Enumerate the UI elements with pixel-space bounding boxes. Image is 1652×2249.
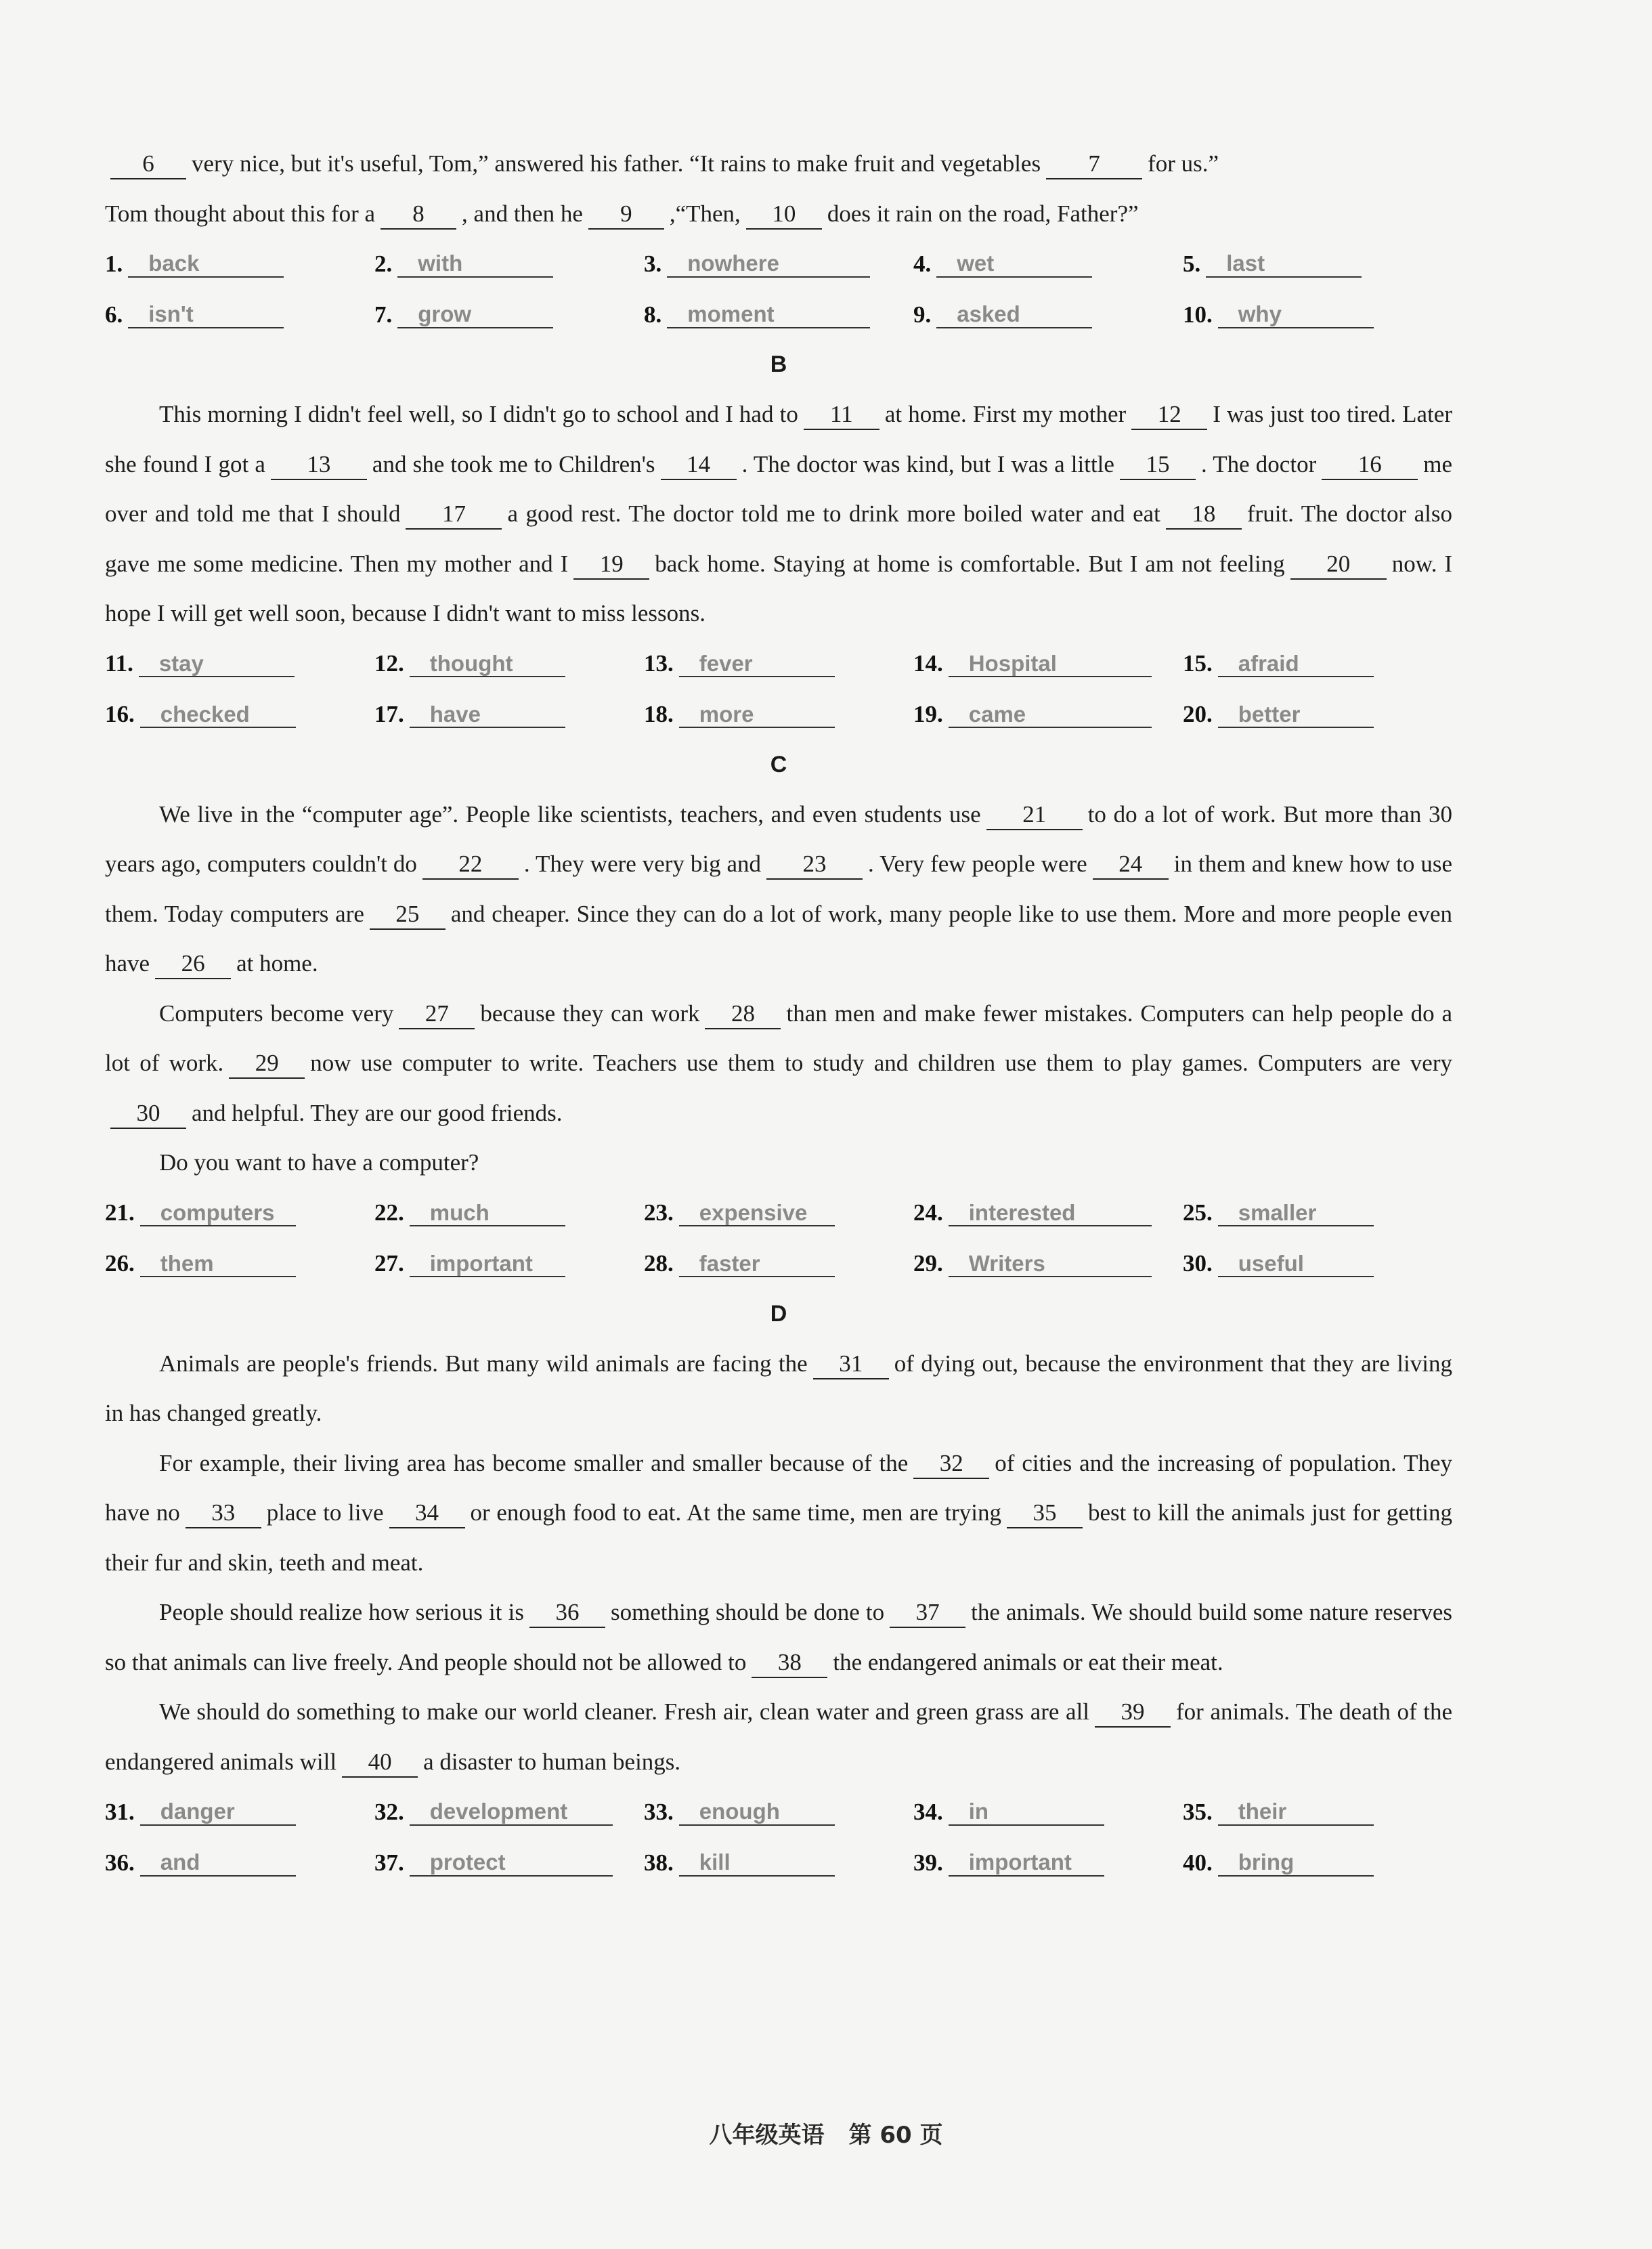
text: fruit. The doctor also gave me some medicine. Then my mother and I	[105, 500, 1453, 577]
answer-word: afraid	[1218, 651, 1374, 677]
blank-13: 13	[271, 450, 367, 480]
blank-24: 24	[1093, 850, 1169, 880]
answer-37	[374, 1849, 644, 1877]
answer-11	[105, 650, 374, 677]
blank-14: 14	[661, 450, 737, 480]
text: or enough food to eat. At the same time, men are trying	[470, 1499, 1002, 1526]
answer-row	[105, 639, 1452, 689]
answer-word: Hospital	[949, 651, 1152, 677]
text: the animals. We should build some nature reserves so that animals can live freely. And people should not be allowed to	[105, 1599, 1452, 1675]
answers-b	[105, 639, 1452, 740]
answer-word: better	[1218, 702, 1374, 728]
answer-13	[644, 650, 913, 677]
answer-row	[105, 289, 1452, 340]
passage-a-line-2	[105, 189, 1452, 239]
blank-28: 28	[705, 1000, 781, 1029]
answer-27	[374, 1250, 644, 1277]
answer-row	[105, 689, 1452, 740]
answer-row	[105, 238, 1452, 289]
text: of dying out, because the environment that they are living in has changed greatly.	[105, 1350, 1452, 1426]
answer-5	[1183, 251, 1452, 278]
answer-word: development	[410, 1799, 613, 1825]
answer-word: wet	[936, 251, 1092, 277]
answer-14	[913, 650, 1183, 677]
blank-40: 40	[342, 1748, 418, 1778]
text: of cities and the increasing of population. They have no	[105, 1449, 1452, 1526]
text: at home. First my mother	[884, 401, 1127, 427]
answer-4	[913, 251, 1183, 278]
answer-number: 14.	[913, 650, 943, 677]
answer-7	[374, 301, 644, 328]
answer-word: important	[949, 1850, 1104, 1876]
answer-19	[913, 701, 1183, 728]
blank-33: 33	[186, 1499, 261, 1528]
answer-12	[374, 650, 644, 677]
answer-number: 28.	[644, 1250, 674, 1277]
passage-b	[105, 389, 1452, 639]
blank-35: 35	[1007, 1499, 1083, 1528]
footer-page-number: 第 60 页	[848, 2122, 943, 2149]
answer-word: stay	[139, 651, 295, 677]
answer-1	[105, 251, 374, 278]
text: at home.	[236, 950, 318, 977]
text: and helpful. They are our good friends.	[192, 1099, 563, 1126]
answer-30	[1183, 1250, 1452, 1277]
text: for animals. The death of the endangered animals will	[105, 1698, 1452, 1775]
answer-word: much	[410, 1201, 565, 1226]
answer-row	[105, 1188, 1452, 1239]
answer-word: in	[949, 1799, 1104, 1825]
blank-31: 31	[813, 1350, 889, 1379]
text: I was just too tired. Later she found I got a	[105, 401, 1452, 477]
text: something should be done to	[611, 1599, 885, 1625]
answer-word: danger	[140, 1799, 296, 1825]
text: People should realize how serious it is	[159, 1599, 525, 1625]
text: Computers become very	[159, 1000, 394, 1027]
text: in them and knew how to use them. Today computers are	[105, 851, 1452, 927]
content	[105, 139, 1452, 1888]
answer-word: protect	[410, 1850, 613, 1876]
answer-number: 39.	[913, 1849, 943, 1876]
passage-c-paragraph-1	[105, 790, 1452, 989]
text: This morning I didn't feel well, so I didn't go to school and I had to	[159, 401, 798, 427]
answer-15	[1183, 650, 1452, 677]
answer-32	[374, 1799, 644, 1826]
answer-number: 4.	[913, 250, 932, 277]
text: for us.”	[1148, 150, 1219, 177]
answer-33	[644, 1799, 913, 1826]
answer-row	[105, 1239, 1452, 1289]
blank-34: 34	[389, 1499, 465, 1528]
answer-36	[105, 1849, 374, 1877]
answer-number: 30.	[1183, 1250, 1213, 1277]
answer-word: with	[397, 251, 553, 277]
blank-39: 39	[1095, 1698, 1171, 1728]
answer-word: computers	[140, 1201, 296, 1226]
blank-26: 26	[155, 949, 231, 979]
passage-c-paragraph-3: Do you want to have a computer?	[159, 1149, 479, 1176]
answer-word: thought	[410, 651, 565, 677]
blank-21: 21	[986, 800, 1083, 830]
text: to do a lot of work. But more than 30 years ago, computers couldn't do	[105, 800, 1452, 877]
blank-16: 16	[1322, 450, 1418, 480]
answer-number: 38.	[644, 1849, 674, 1876]
answer-row	[105, 1786, 1452, 1837]
answer-10	[1183, 301, 1452, 328]
text: We should do something to make our world cleaner. Fresh air, clean water and green grass are all	[159, 1698, 1090, 1725]
blank-30: 30	[110, 1099, 186, 1129]
blank-27: 27	[399, 1000, 475, 1029]
footer-grade: 八年级英语	[709, 2122, 825, 2149]
answer-number: 32.	[374, 1798, 404, 1825]
answer-number: 20.	[1183, 701, 1213, 727]
answer-word: asked	[936, 302, 1092, 328]
answer-word: bring	[1218, 1850, 1374, 1876]
answer-number: 9.	[913, 301, 932, 328]
answer-number: 27.	[374, 1250, 404, 1277]
blank-23: 23	[766, 850, 863, 880]
answer-18	[644, 701, 913, 728]
answer-word: moment	[667, 302, 870, 328]
answer-word: fever	[679, 651, 835, 677]
passage-c-paragraph-2	[105, 989, 1452, 1138]
text: and she took me to Children's	[372, 450, 655, 477]
answer-number: 40.	[1183, 1849, 1213, 1876]
answer-number: 16.	[105, 701, 135, 727]
answer-word: faster	[679, 1251, 835, 1277]
text: . They were very big and	[523, 851, 762, 877]
answer-number: 17.	[374, 701, 404, 727]
answer-number: 35.	[1183, 1798, 1213, 1825]
blank-8: 8	[381, 200, 456, 230]
answer-number: 11.	[105, 650, 133, 677]
answer-word: why	[1218, 302, 1374, 328]
answer-38	[644, 1849, 913, 1877]
answer-word: nowhere	[667, 251, 870, 277]
passage-d-paragraph-4	[105, 1687, 1452, 1786]
text: best to kill the animals just for getting their fur and skin, teeth and meat.	[105, 1499, 1452, 1576]
passage-d-paragraph-1	[105, 1339, 1452, 1438]
answer-21	[105, 1199, 374, 1226]
text: Tom thought about this for a	[105, 200, 376, 227]
answer-number: 29.	[913, 1250, 943, 1277]
blank-18: 18	[1166, 500, 1242, 530]
answer-20	[1183, 701, 1452, 728]
text: For example, their living area has become smaller and smaller because of the	[159, 1449, 909, 1476]
page-footer	[0, 2116, 1652, 2149]
answer-number: 3.	[644, 250, 662, 277]
answers-a	[105, 238, 1452, 340]
text: . Very few people were	[868, 851, 1087, 877]
section-title-d: D	[770, 1300, 787, 1327]
answer-number: 37.	[374, 1849, 404, 1876]
answer-word: have	[410, 702, 565, 728]
blank-11: 11	[804, 400, 879, 430]
answer-31	[105, 1799, 374, 1826]
answer-16	[105, 701, 374, 728]
answers-d	[105, 1786, 1452, 1888]
text: me over and told me that I should	[105, 450, 1452, 527]
answer-35	[1183, 1799, 1452, 1826]
answer-word: more	[679, 702, 835, 728]
answer-number: 25.	[1183, 1199, 1213, 1226]
answer-word: kill	[679, 1850, 835, 1876]
answer-word: checked	[140, 702, 296, 728]
answer-word: grow	[397, 302, 553, 328]
answer-number: 1.	[105, 250, 123, 277]
section-title-c: C	[770, 751, 787, 777]
blank-10: 10	[746, 200, 822, 230]
answer-word: last	[1206, 251, 1362, 277]
text: a disaster to human beings.	[423, 1748, 681, 1775]
answer-number: 7.	[374, 301, 393, 328]
answer-word: important	[410, 1251, 565, 1277]
text: Animals are people's friends. But many wild animals are facing the	[159, 1350, 808, 1377]
text: and cheaper. Since they can do a lot of work, many people like to use them. More and more people even have	[105, 900, 1452, 977]
answer-number: 10.	[1183, 301, 1213, 328]
answer-number: 12.	[374, 650, 404, 677]
answer-39	[913, 1849, 1183, 1877]
answer-number: 8.	[644, 301, 662, 328]
blank-32: 32	[913, 1449, 989, 1479]
answer-23	[644, 1199, 913, 1226]
answer-number: 33.	[644, 1798, 674, 1825]
text: ,“Then,	[669, 200, 741, 227]
answer-number: 2.	[374, 250, 393, 277]
blank-37: 37	[890, 1598, 965, 1628]
blank-25: 25	[370, 900, 445, 930]
text: than men and make fewer mistakes. Computers can help people do a lot of work.	[105, 1000, 1452, 1076]
answer-word: back	[128, 251, 284, 277]
answer-word: useful	[1218, 1251, 1374, 1277]
blank-22: 22	[422, 850, 519, 880]
answer-word: interested	[949, 1201, 1152, 1226]
answer-9	[913, 301, 1183, 328]
answer-number: 18.	[644, 701, 674, 727]
answer-number: 31.	[105, 1798, 135, 1825]
blank-20: 20	[1290, 550, 1387, 580]
answer-number: 19.	[913, 701, 943, 727]
passage-d-paragraph-3	[105, 1587, 1452, 1687]
answer-28	[644, 1250, 913, 1277]
answer-number: 26.	[105, 1250, 135, 1277]
answer-25	[1183, 1199, 1452, 1226]
blank-9: 9	[588, 200, 664, 230]
answer-word: and	[140, 1850, 296, 1876]
text: back home. Staying at home is comfortable. But I am not feeling	[655, 550, 1285, 577]
text: . The doctor was kind, but I was a little	[741, 450, 1114, 477]
blank-29: 29	[229, 1049, 305, 1079]
answer-word: came	[949, 702, 1152, 728]
answer-word: them	[140, 1251, 296, 1277]
answer-word: their	[1218, 1799, 1374, 1825]
text: We live in the “computer age”. People like scientists, teachers, and even students use	[159, 800, 981, 828]
section-title-b: B	[770, 351, 787, 377]
passage-a-line-1	[105, 139, 1452, 189]
answer-row	[105, 1837, 1452, 1888]
answer-8	[644, 301, 913, 328]
answer-word: enough	[679, 1799, 835, 1825]
answer-40	[1183, 1849, 1452, 1877]
answer-22	[374, 1199, 644, 1226]
answer-number: 21.	[105, 1199, 135, 1226]
answer-number: 22.	[374, 1199, 404, 1226]
text: the endangered animals or eat their meat.	[833, 1648, 1223, 1675]
blank-19: 19	[573, 550, 649, 580]
text: now use computer to write. Teachers use them to study and children use them to play games. Computers are very	[310, 1050, 1452, 1076]
text: does it rain on the road, Father?”	[827, 200, 1139, 227]
text: . The doctor	[1200, 450, 1317, 477]
answer-number: 15.	[1183, 650, 1213, 677]
blank-38: 38	[752, 1648, 827, 1678]
blank-12: 12	[1131, 400, 1207, 430]
answer-word: expensive	[679, 1201, 835, 1226]
text: because they can work	[480, 1000, 700, 1027]
answer-word: Writers	[949, 1251, 1152, 1277]
blank-6: 6	[110, 150, 186, 179]
text: very nice, but it's useful, Tom,” answered his father. “It rains to make fruit and vegetables	[192, 150, 1041, 177]
blank-7: 7	[1046, 150, 1142, 179]
answer-34	[913, 1799, 1183, 1826]
answer-number: 36.	[105, 1849, 135, 1876]
text: a good rest. The doctor told me to drink more boiled water and eat	[507, 500, 1160, 527]
answer-6	[105, 301, 374, 328]
answer-number: 24.	[913, 1199, 943, 1226]
answers-c	[105, 1188, 1452, 1289]
blank-15: 15	[1120, 450, 1196, 480]
answer-29	[913, 1250, 1183, 1277]
blank-36: 36	[529, 1598, 605, 1628]
text: now. I hope I will get well soon, because I didn't want to miss lessons.	[105, 550, 1452, 626]
passage-d-paragraph-2	[105, 1438, 1452, 1588]
answer-number: 34.	[913, 1798, 943, 1825]
blank-17: 17	[406, 500, 502, 530]
answer-3	[644, 251, 913, 278]
answer-17	[374, 701, 644, 728]
answer-word: isn't	[128, 302, 284, 328]
answer-2	[374, 251, 644, 278]
answer-number: 6.	[105, 301, 123, 328]
answer-word: smaller	[1218, 1201, 1374, 1226]
answer-number: 5.	[1183, 250, 1201, 277]
answer-26	[105, 1250, 374, 1277]
text: , and then he	[462, 200, 583, 227]
answer-number: 13.	[644, 650, 674, 677]
answer-number: 23.	[644, 1199, 674, 1226]
text: place to live	[266, 1499, 384, 1526]
answer-24	[913, 1199, 1183, 1226]
